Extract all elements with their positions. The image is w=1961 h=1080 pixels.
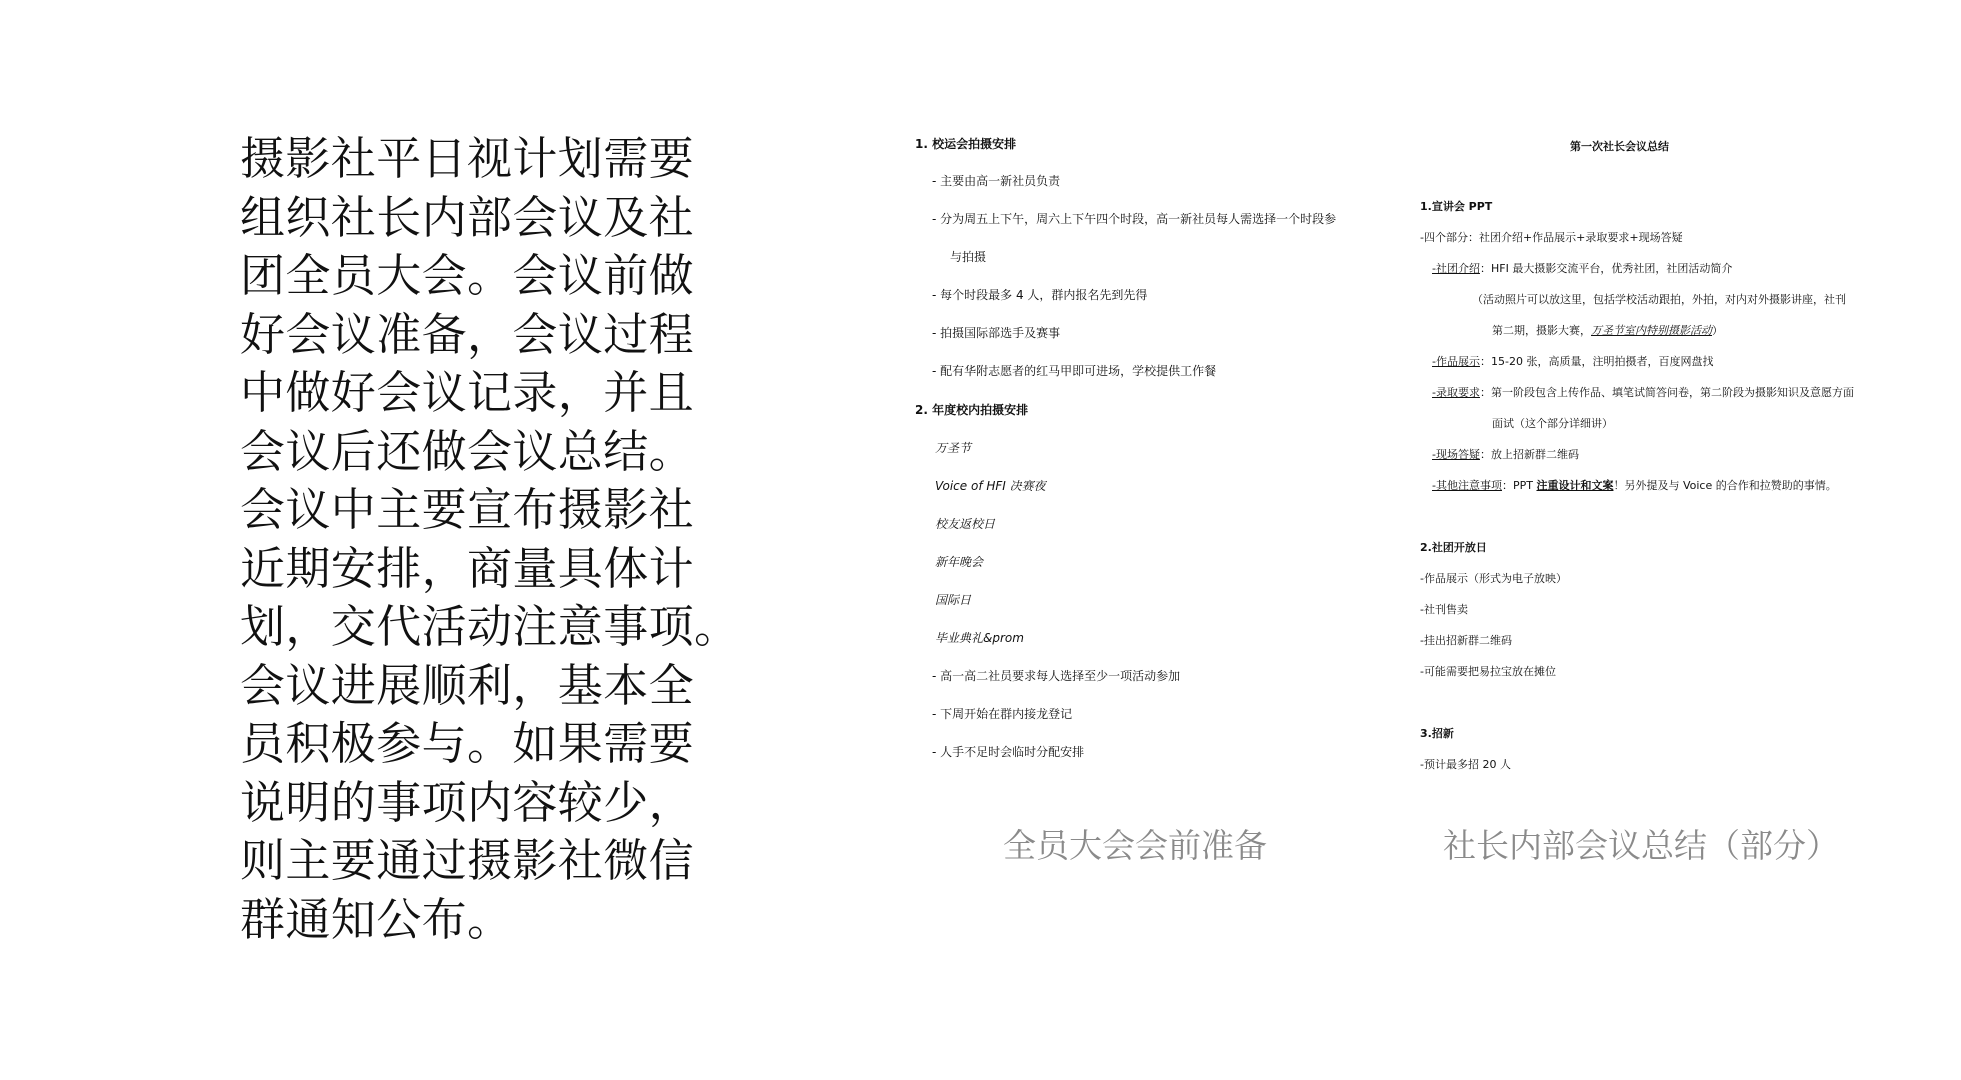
event-item: 万圣节 bbox=[935, 441, 972, 455]
list-item bbox=[1432, 260, 1732, 276]
item-label: -其他注意事项 bbox=[1432, 479, 1502, 492]
text-line: 员积极参与。如果需要 bbox=[240, 717, 695, 770]
main-description bbox=[240, 130, 830, 949]
item-text: ：HFI 最大摄影交流平台，优秀社团，社团活动简介 bbox=[1479, 262, 1733, 275]
item-text: ：15-20 张，高质量，注明拍摄者，百度网盘找 bbox=[1479, 355, 1714, 368]
event-item: 校友返校日 bbox=[935, 517, 996, 531]
document-title: 第一次社长会议总结 bbox=[1570, 140, 1669, 153]
event-item: 新年晚会 bbox=[935, 555, 984, 569]
item-note bbox=[1492, 322, 1723, 338]
list-item bbox=[1432, 384, 1854, 400]
list-item: - 高一高二社员要求每人选择至少一项活动参加 bbox=[932, 669, 1181, 683]
section-heading: 3.招新 bbox=[1420, 727, 1454, 740]
item-label: -作品展示 bbox=[1432, 355, 1480, 368]
list-item: - 分为周五上下午，周六上下午四个时段，高一新社员每人需选择一个时段参 bbox=[932, 212, 1337, 226]
text-line: 会议中主要宣布摄影社 bbox=[240, 483, 695, 536]
text-line: 中做好会议记录，并且 bbox=[240, 366, 695, 419]
item-text: ！另外提及与 Voice 的合作和拉赞助的事情。 bbox=[1613, 479, 1837, 492]
text-line: 摄影社平日视计划需要 bbox=[240, 132, 695, 185]
text-line: 组织社长内部会议及社 bbox=[240, 190, 695, 244]
list-item: 与拍摄 bbox=[950, 250, 987, 264]
president-meeting-summary-document bbox=[1420, 130, 1854, 771]
item-text: ：PPT bbox=[1501, 479, 1537, 492]
list-item: - 配有华附志愿者的红马甲即可进场，学校提供工作餐 bbox=[932, 364, 1217, 378]
text-line: 近期安排，商量具体计 bbox=[240, 541, 695, 595]
text-line: 说明的事项内容较少， bbox=[240, 775, 695, 829]
item-note: 面试（这个部分详细讲） bbox=[1492, 417, 1613, 430]
text-line: 划，交代活动注意事项。 bbox=[240, 600, 740, 653]
item-note: （活动照片可以放这里，包括学校活动跟拍，外拍，对内对外摄影讲座，社刊 bbox=[1472, 293, 1846, 306]
item-text: ） bbox=[1712, 324, 1723, 337]
list-item: - 拍摄国际部选手及赛事 bbox=[932, 326, 1061, 340]
text-line: 团全员大会。会议前做 bbox=[240, 249, 695, 302]
caption-meeting-summary: 社长内部会议总结（部分） bbox=[1443, 826, 1839, 865]
list-item: -作品展示（形式为电子放映） bbox=[1420, 572, 1567, 585]
item-label: -现场答疑 bbox=[1432, 448, 1480, 461]
text-line: 则主要通过摄影社微信 bbox=[240, 834, 695, 887]
text-line: 群通知公布。 bbox=[240, 892, 513, 946]
event-item: 毕业典礼&prom bbox=[935, 631, 1024, 645]
event-item: 国际日 bbox=[935, 593, 972, 607]
list-item: - 每个时段最多 4 人，群内报名先到先得 bbox=[932, 288, 1148, 302]
meeting-prep-document bbox=[900, 130, 1400, 770]
list-item bbox=[1432, 446, 1579, 462]
list-item: - 下周开始在群内接龙登记 bbox=[932, 707, 1073, 721]
item-label: -录取要求 bbox=[1432, 386, 1480, 399]
list-item: - 主要由高一新社员负责 bbox=[932, 174, 1061, 188]
text-line: 好会议准备，会议过程 bbox=[240, 307, 695, 361]
item-emphasis: 注重设计和文案 bbox=[1536, 479, 1614, 492]
text-line: 会议后还做会议总结。 bbox=[240, 424, 695, 478]
event-item: Voice of HFI 决赛夜 bbox=[935, 479, 1046, 493]
list-item: -社刊售卖 bbox=[1420, 603, 1468, 616]
caption-meeting-prep: 全员大会会前准备 bbox=[1003, 826, 1267, 865]
list-item bbox=[1432, 477, 1837, 493]
list-item bbox=[1432, 353, 1713, 369]
item-emphasis: 万圣节室内特别摄影活动 bbox=[1591, 324, 1712, 337]
list-item: -预计最多招 20 人 bbox=[1420, 758, 1511, 771]
item-label: -社团介绍 bbox=[1432, 262, 1480, 275]
section-heading: 2. 年度校内拍摄安排 bbox=[915, 403, 1029, 417]
section-heading: 2.社团开放日 bbox=[1420, 541, 1487, 554]
text-line: 会议进展顺利，基本全 bbox=[240, 658, 695, 712]
list-item: - 人手不足时会临时分配安排 bbox=[932, 745, 1085, 759]
section-heading: 1.宣讲会 PPT bbox=[1420, 200, 1493, 213]
list-item: -挂出招新群二维码 bbox=[1420, 634, 1512, 647]
list-item: -可能需要把易拉宝放在摊位 bbox=[1420, 665, 1556, 678]
item-text: 第二期，摄影大赛， bbox=[1492, 324, 1591, 337]
section-heading: 1. 校运会拍摄安排 bbox=[915, 137, 1017, 151]
list-item: -四个部分：社团介绍+作品展示+录取要求+现场答疑 bbox=[1420, 231, 1683, 244]
item-text: ：放上招新群二维码 bbox=[1479, 448, 1579, 461]
item-text: ：第一阶段包含上传作品、填笔试简答问卷，第二阶段为摄影知识及意愿方面 bbox=[1479, 386, 1854, 399]
